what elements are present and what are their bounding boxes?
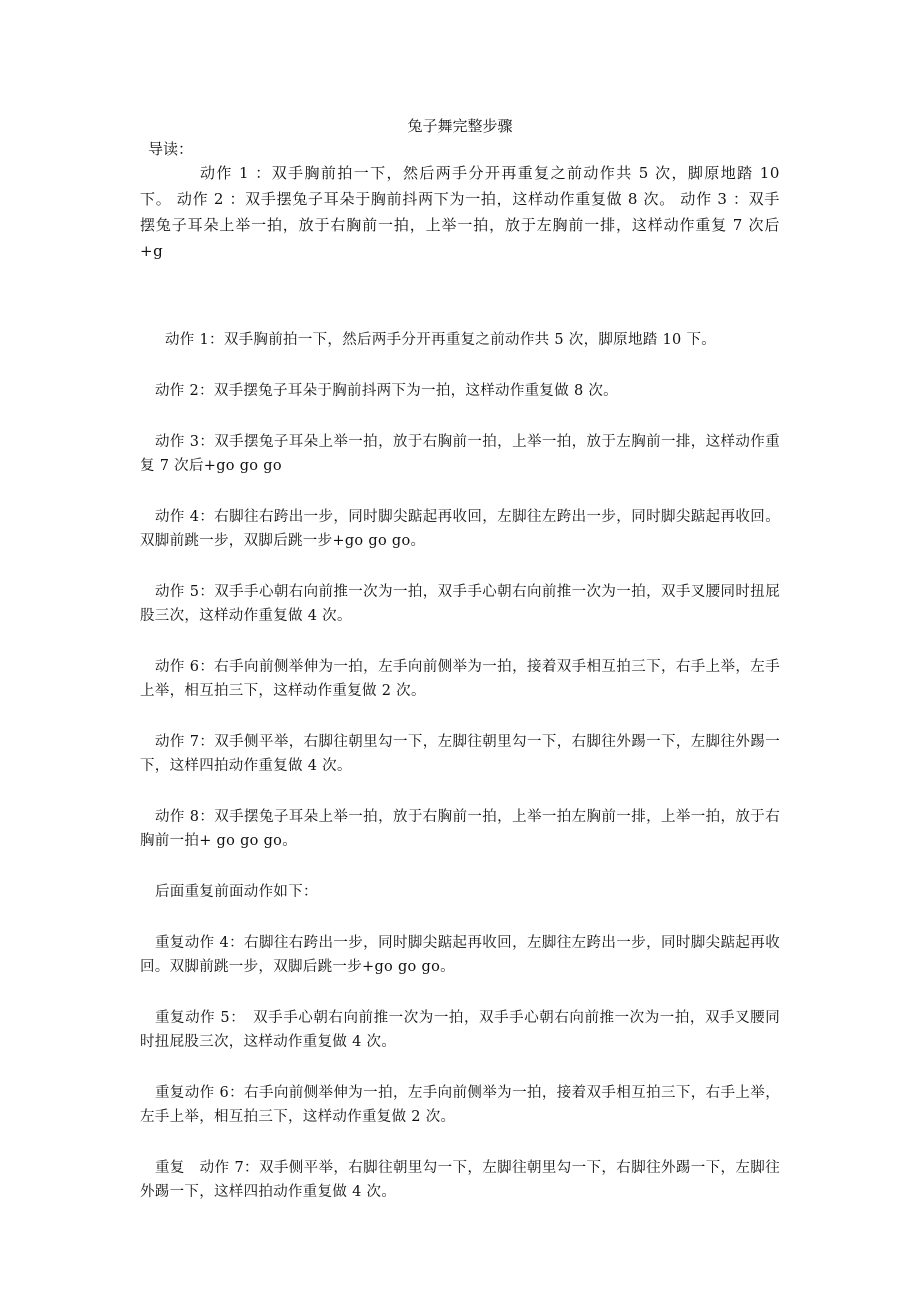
paragraph-action-6: 动作 6：右手向前侧举伸为一拍，左手向前侧举为一拍，接着双手相互拍三下，右手上举，左手上举，相互拍三下，这样动作重复做 2 次。	[140, 659, 780, 699]
paragraph-repeat-action-4: 重复动作 4：右脚往右跨出一步，同时脚尖踮起再收回，左脚往左跨出一步，同时脚尖踮起再收回。双脚前跳一步，双脚后跳一步+go go go。	[140, 935, 780, 975]
paragraph-action-1: 动作 1：双手胸前拍一下，然后两手分开再重复之前动作共 5 次，脚原地踏 10 下。	[165, 332, 717, 348]
intro-label: 导读：	[148, 140, 194, 158]
paragraph-repeat-heading: 后面重复前面动作如下：	[155, 884, 318, 900]
paragraph-action-2: 动作 2：双手摆兔子耳朵于胸前抖两下为一拍，这样动作重复做 8 次。	[155, 383, 618, 399]
document-body	[140, 328, 780, 1231]
paragraph-action-7: 动作 7：双手侧平举，右脚往朝里勾一下，左脚往朝里勾一下，右脚往外踢一下，左脚往外踢一下，这样四拍动作重复做 4 次。	[140, 734, 780, 774]
paragraph-repeat-action-7: 重复 动作 7：双手侧平举，右脚往朝里勾一下，左脚往朝里勾一下，右脚往外踢一下，左脚往外踢一下，这样四拍动作重复做 4 次。	[140, 1160, 780, 1200]
paragraph-action-4: 动作 4：右脚往右跨出一步，同时脚尖踮起再收回，左脚往左跨出一步，同时脚尖踮起再收回。双脚前跳一步，双脚后跳一步+go go go。	[140, 509, 780, 549]
paragraph-action-3: 动作 3：双手摆兔子耳朵上举一拍，放于右胸前一拍，上举一拍，放于左胸前一排，这样动作重复 7 次后+go go go	[140, 434, 780, 474]
paragraph-repeat-action-6: 重复动作 6：右手向前侧举伸为一拍，左手向前侧举为一拍，接着双手相互拍三下，右手上举，左手上举，相互拍三下，这样动作重复做 2 次。	[140, 1085, 780, 1125]
paragraph-action-8: 动作 8：双手摆兔子耳朵上举一拍，放于右胸前一拍，上举一拍左胸前一排，上举一拍，放于右胸前一拍+ go go go。	[140, 809, 780, 849]
intro-text: 动作 1 ：双手胸前拍一下，然后两手分开再重复之前动作共 5 次，脚原地踏 10 下。 动作 2 ：双手摆兔子耳朵于胸前抖两下为一拍，这样动作重复做 8 次。 动作 3 ：双手摆兔子耳朵上举一拍，放于右胸前一拍，上举一拍，放于左胸前一排，这样动作重复 7 次后 +g	[140, 164, 780, 260]
paragraph-repeat-action-5: 重复动作 5： 双手手心朝右向前推一次为一拍，双手手心朝右向前推一次为一拍，双手叉腰同时扭屁股三次，这样动作重复做 4 次。	[140, 1010, 780, 1050]
paragraph-action-5: 动作 5：双手手心朝右向前推一次为一拍，双手手心朝右向前推一次为一拍，双手叉腰同时扭屁股三次，这样动作重复做 4 次。	[140, 584, 780, 624]
document-title: 兔子舞完整步骤	[407, 117, 513, 135]
